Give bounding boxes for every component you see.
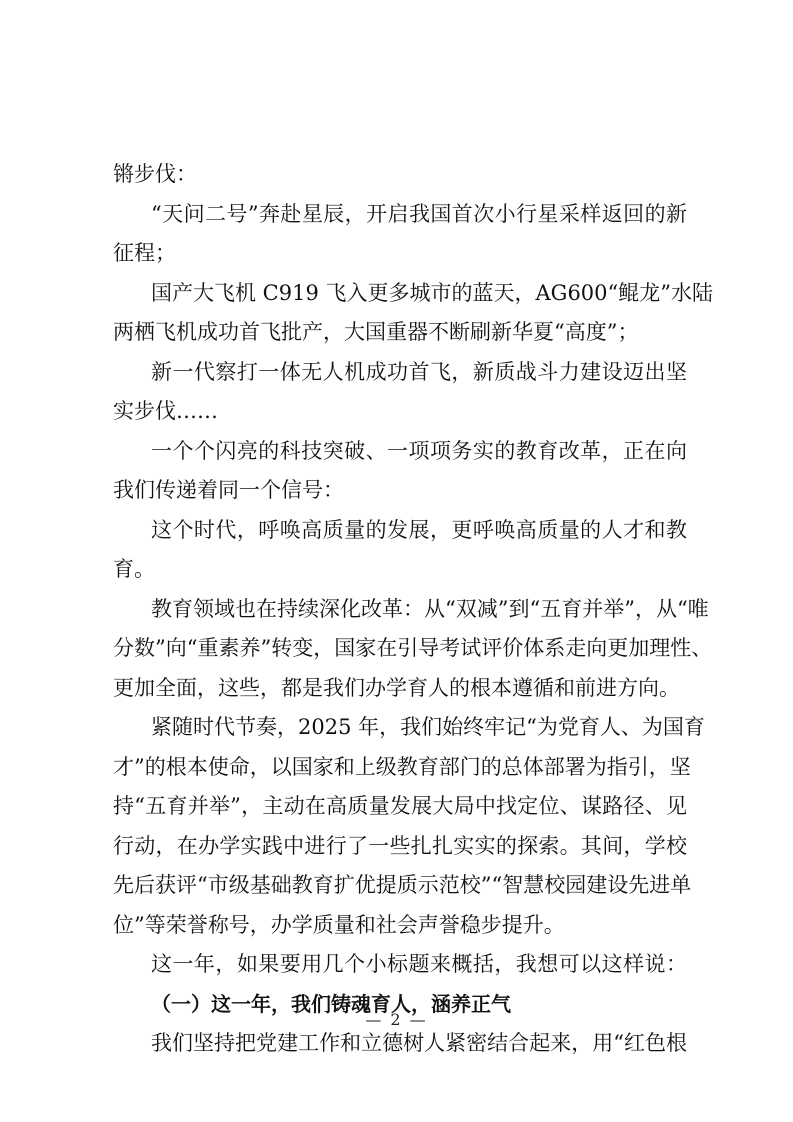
text-line-2: “天问二号”奔赴星辰，开启我国首次小行星采样返回的新: [151, 201, 687, 226]
page-number: — 2 —: [365, 1010, 428, 1029]
text-line-6: 新一代察打一体无人机成功首飞，新质战斗力建设迈出坚: [151, 359, 687, 384]
text-line-10: 这个时代，呼唤高质量的发展，更呼唤高质量的人才和教: [151, 517, 687, 542]
text-line-16: 才”的根本使命，以国家和上级教育部门的总体部署为指引，坚: [113, 754, 691, 779]
text-line-17: 持“五育并举”，主动在高质量发展大局中找定位、谋路径、见: [113, 794, 687, 818]
text-line-15: 紧随时代节奏，2025 年，我们始终牢记“为党育人、为国育: [151, 715, 705, 739]
text-line-20: 位”等荣誉称号，办学质量和社会声誉稳步提升。: [113, 912, 565, 937]
text-line-13: 分数”向“重素养”转变，国家在引导考试评价体系走向更加理性、: [113, 636, 713, 660]
text-line-14: 更加全面，这些，都是我们办学育人的根本遵循和前进方向。: [113, 675, 680, 700]
text-line-5: 两栖飞机成功首飞批产，大国重器不断刷新华夏“高度”；: [113, 320, 639, 344]
text-line-19: 先后获评“市级基础教育扩优提质示范校”“智慧校园建设先进单: [113, 873, 692, 897]
text-line-11: 育。: [113, 557, 155, 581]
text-line-7: 实步伐……: [113, 399, 218, 423]
text-line-23: 我们坚持把党建工作和立德树人紧密结合起来，用“红色根: [151, 1031, 687, 1055]
section-heading: （一）这一年，我们铸魂育人，涵养正气: [151, 991, 511, 1016]
text-line-1: 锵步伐：: [113, 162, 197, 186]
text-line-12: 教育领域也在持续深化改革：从“双减”到“五育并举”，从“唯: [151, 596, 709, 621]
text-line-4: 国产大飞机 C919 飞入更多城市的蓝天，AG600“鲲龙”水陆: [151, 280, 713, 305]
text-line-3: 征程；: [113, 241, 176, 265]
text-line-18: 行动，在办学实践中进行了一些扎扎实实的探索。其间，学校: [113, 833, 687, 858]
text-line-9: 我们传递着同一个信号：: [113, 478, 344, 502]
text-line-8: 一个个闪亮的科技突破、一项项务实的教育改革，正在向: [151, 438, 687, 463]
document-body: [113, 155, 713, 1064]
text-line-21: 这一年，如果要用几个小标题来概括，我想可以这样说：: [151, 952, 687, 976]
